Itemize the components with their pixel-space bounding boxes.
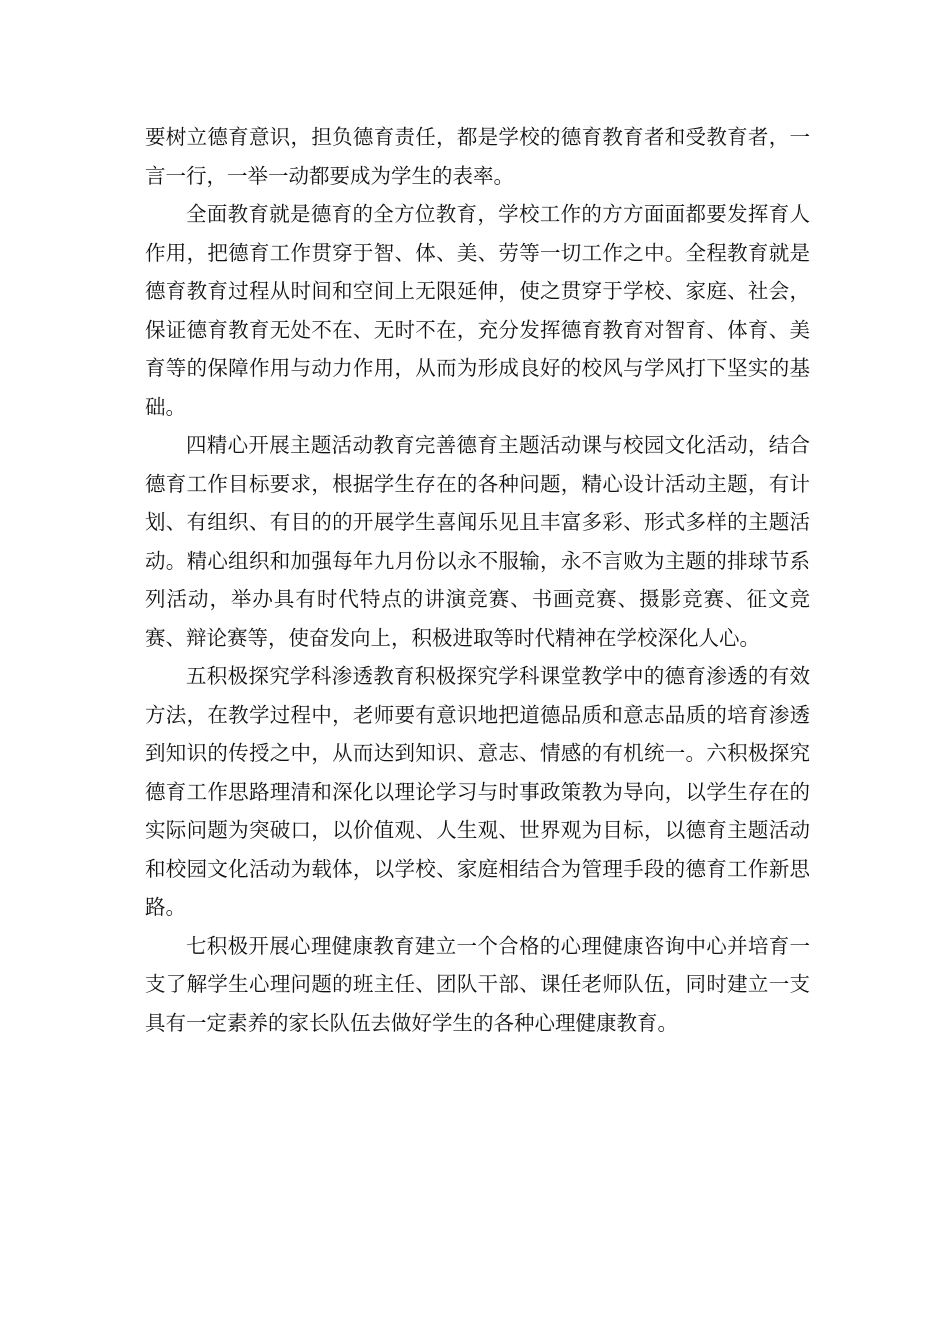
paragraph-comprehensive-education: 全面教育就是德育的全方位教育，学校工作的方方面面都要发挥育人作用，把德育工作贯穿于智、体、美、劳等一切工作之中。全程教育就是德育教育过程从时间和空间上无限延伸，使之贯穿于学校、家庭、社会，保证德育教育无处不在、无时不在，充分发挥德育教育对智育、体育、美育等的保障作用与动力作用，从而为形成良好的校风与学风打下坚实的基础。	[145, 202, 810, 419]
paragraph-theme-activities: 四精心开展主题活动教育完善德育主题活动课与校园文化活动，结合德育工作目标要求，根据学生存在的各种问题，精心设计活动主题，有计划、有组织、有目的的开展学生喜闻乐见且丰富多彩、形式多样的主题活动。精心组织和加强每年九月份以永不服输，永不言败为主题的排球节系列活动，举办具有时代特点的讲演竞赛、书画竞赛、摄影竞赛、征文竞赛、辩论赛等，使奋发向上，积极进取等时代精神在学校深化人心。	[145, 433, 810, 650]
paragraph-mental-health: 七积极开展心理健康教育建立一个合格的心理健康咨询中心并培育一支了解学生心理问题的班主任、团队干部、课任老师队伍，同时建立一支具有一定素养的家长队伍去做好学生的各种心理健康教育。	[145, 933, 810, 1035]
paragraph-continuation: 要树立德育意识，担负德育责任，都是学校的德育教育者和受教育者，一言一行，一举一动都要成为学生的表率。	[145, 125, 810, 188]
paragraph-subject-infiltration: 五积极探究学科渗透教育积极探究学科课堂教学中的德育渗透的有效方法，在教学过程中，老师要有意识地把道德品质和意志品质的培育渗透到知识的传授之中，从而达到知识、意志、情感的有机统一。六积极探究德育工作思路理清和深化以理论学习与时事政策教为导向，以学生存在的实际问题为突破口，以价值观、人生观、世界观为目标，以德育主题活动和校园文化活动为载体，以学校、家庭相结合为管理手段的德育工作新思路。	[145, 664, 810, 919]
document-body	[145, 118, 810, 1042]
